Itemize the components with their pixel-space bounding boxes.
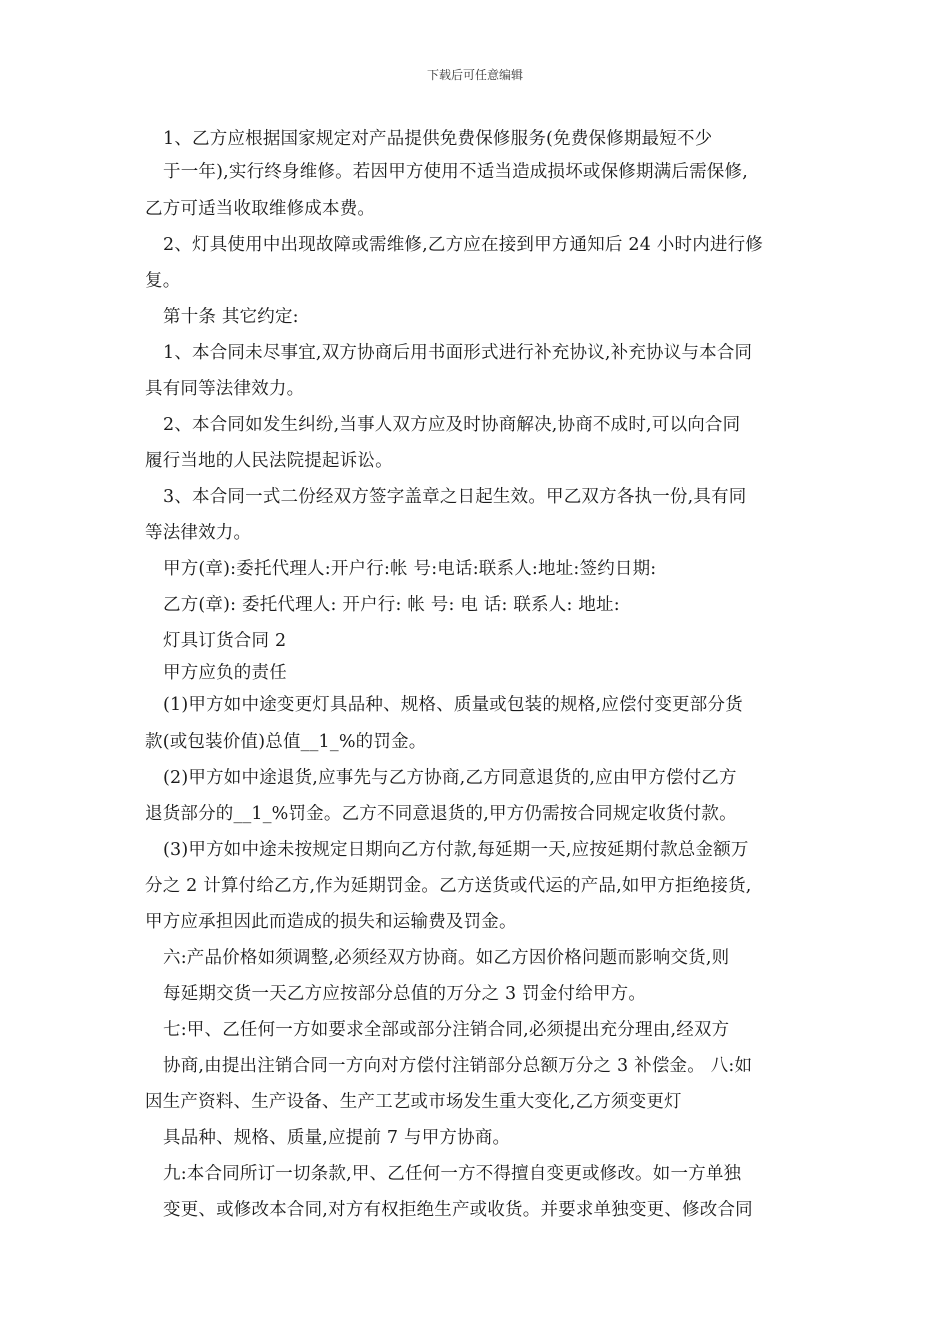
text-line: 因生产资料、生产设备、生产工艺或市场发生重大变化,乙方须变更灯 <box>145 1092 682 1112</box>
text-line: 退货部分的__1_%罚金。乙方不同意退货的,甲方仍需按合同规定收货付款。 <box>145 804 737 824</box>
text-line: 于一年),实行终身维修。若因甲方使用不适当造成损坏或保修期满后需保修, <box>163 162 748 182</box>
text-line: 具有同等法律效力。 <box>145 379 305 399</box>
text-line: (1)甲方如中途变更灯具品种、规格、质量或包装的规格,应偿付变更部分货 <box>163 695 743 715</box>
text-line: 履行当地的人民法院提起诉讼。 <box>145 451 393 471</box>
text-line: 甲方应承担因此而造成的损失和运输费及罚金。 <box>145 912 517 932</box>
text-line: 九:本合同所订一切条款,甲、乙任何一方不得擅自变更或修改。如一方单独 <box>163 1164 742 1184</box>
text-line: 协商,由提出注销合同一方向对方偿付注销部分总额万分之 3 补偿金。 八:如 <box>163 1056 753 1076</box>
text-line: 六:产品价格如须调整,必须经双方协商。如乙方因价格问题而影响交货,则 <box>163 948 730 968</box>
text-line: 等法律效力。 <box>145 523 252 543</box>
section-heading: 甲方应负的责任 <box>163 663 287 683</box>
text-line: 分之 2 计算付给乙方,作为延期罚金。乙方送货或代运的产品,如甲方拒绝接货, <box>145 876 752 896</box>
text-line: 款(或包装价值)总值__1_%的罚金。 <box>145 732 427 752</box>
text-line: 复。 <box>145 271 181 291</box>
text-line: 七:甲、乙任何一方如要求全部或部分注销合同,必须提出充分理由,经双方 <box>163 1020 730 1040</box>
text-line: (3)甲方如中途未按规定日期向乙方付款,每延期一天,应按延期付款总金额万 <box>163 840 749 860</box>
text-line: 2、本合同如发生纠纷,当事人双方应及时协商解决,协商不成时,可以向合同 <box>163 415 741 435</box>
page-header: 下载后可任意编辑 <box>426 68 523 82</box>
text-line: (2)甲方如中途退货,应事先与乙方协商,乙方同意退货的,应由甲方偿付乙方 <box>163 768 737 788</box>
section-heading: 第十条 其它约定: <box>163 307 299 327</box>
text-line: 具品种、规格、质量,应提前 7 与甲方协商。 <box>163 1128 511 1148</box>
text-line: 1、乙方应根据国家规定对产品提供免费保修服务(免费保修期最短不少 <box>163 129 713 149</box>
signature-line-party-a: 甲方(章):委托代理人:开户行:帐 号:电话:联系人:地址:签约日期: <box>163 559 657 579</box>
text-line: 2、灯具使用中出现故障或需维修,乙方应在接到甲方通知后 24 小时内进行修 <box>163 235 763 255</box>
text-line: 变更、或修改本合同,对方有权拒绝生产或收货。并要求单独变更、修改合同 <box>163 1200 753 1220</box>
signature-line-party-b: 乙方(章): 委托代理人: 开户行: 帐 号: 电 话: 联系人: 地址: <box>163 595 620 615</box>
text-line: 乙方可适当收取维修成本费。 <box>145 199 376 219</box>
text-line: 1、本合同未尽事宜,双方协商后用书面形式进行补充协议,补充协议与本合同 <box>163 343 753 363</box>
text-line: 3、本合同一式二份经双方签字盖章之日起生效。甲乙双方各执一份,具有同 <box>163 487 747 507</box>
contract-title: 灯具订货合同 2 <box>163 631 287 651</box>
text-line: 每延期交货一天乙方应按部分总值的万分之 3 罚金付给甲方。 <box>163 984 647 1004</box>
